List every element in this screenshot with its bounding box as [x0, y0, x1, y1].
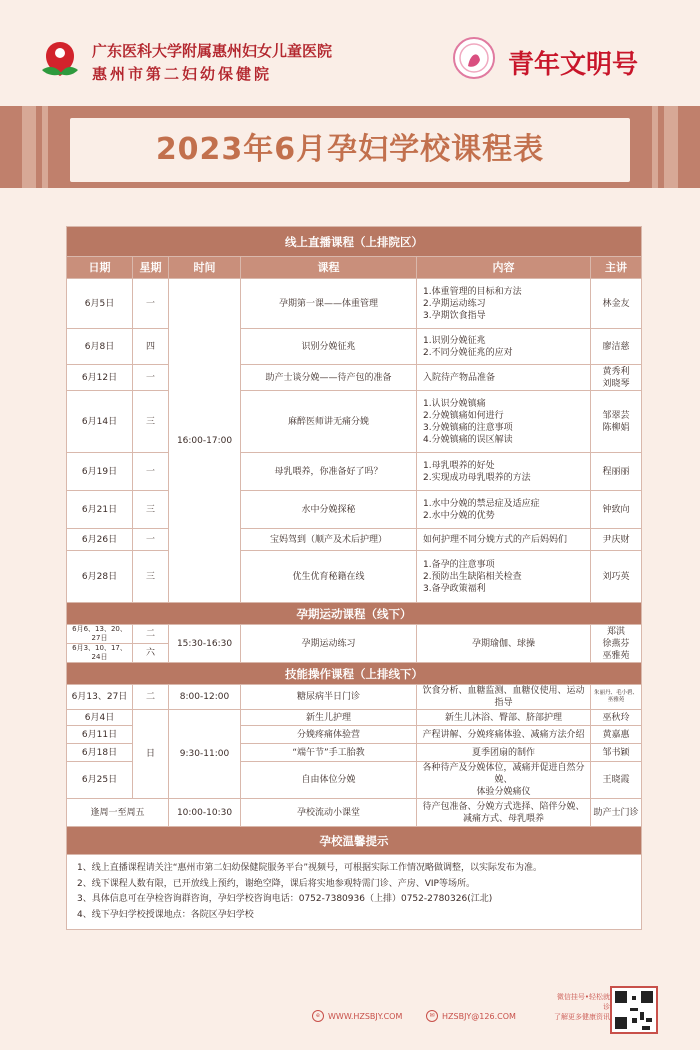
weekday-cell: 六: [133, 644, 169, 663]
course-cell: 孕期运动练习: [241, 625, 417, 663]
date-cell: 6月12日: [67, 365, 133, 391]
speaker-cell: 程丽丽: [591, 453, 642, 491]
tip-item: 1、线上直播课程请关注“惠州市第二妇幼保健院服务平台”视频号，可根据实际工作情况略做调整，以实际发布为准。: [77, 863, 543, 873]
tips-row: [67, 855, 642, 930]
column-header-weekday: 星期: [133, 257, 169, 279]
speaker-cell: 钟致向: [591, 491, 642, 529]
speaker-cell: 王晓霞: [591, 762, 642, 799]
speaker-name: 陈柳娟: [602, 422, 630, 433]
time-cell: 8:00-12:00: [169, 685, 241, 710]
column-header-speaker: 主讲: [591, 257, 642, 279]
speaker-name: 巫雅苑: [602, 650, 630, 661]
date-cell: 6月25日: [67, 762, 133, 799]
course-cell: 水中分娩探秘: [241, 491, 417, 529]
weekday-cell: 三: [133, 491, 169, 529]
date-cell: 6月21日: [67, 491, 133, 529]
content-line: 1.体重管理的目标和方法: [423, 286, 522, 297]
content-cell: [417, 453, 591, 491]
column-header-time: 时间: [169, 257, 241, 279]
course-cell: 分娩疼痛体验营: [241, 726, 417, 744]
hospital-name: 广东医科大学附属惠州妇女儿童医院: [92, 42, 333, 60]
weekday-cell: 二: [133, 685, 169, 710]
date-cell: 6月4日: [67, 710, 133, 726]
course-cell: 母乳喂养，你准备好了吗？: [241, 453, 417, 491]
speaker-cell: 林金友: [591, 279, 642, 329]
section-header-online: [67, 227, 642, 257]
speaker-name: 黄秀利: [602, 366, 630, 377]
content-line: 3.孕期饮食指导: [423, 310, 486, 321]
table-row: [67, 529, 642, 551]
weekday-cell: 一: [133, 365, 169, 391]
course-cell: 孕校流动小课堂: [241, 799, 417, 827]
course-cell: 助产士谈分娩——待产包的准备: [241, 365, 417, 391]
content-cell: 孕期瑜伽、球操: [417, 625, 591, 663]
section-title: 孕校温馨提示: [67, 827, 642, 855]
qr-code-icon[interactable]: [610, 986, 658, 1034]
wechat-note-line: 微信挂号•轻松就诊: [556, 993, 610, 1011]
content-line: 1.认识分娩镇痛: [423, 398, 486, 409]
date-cell: 6月28日: [67, 551, 133, 603]
course-cell: 宝妈驾到（顺产及术后护理）: [241, 529, 417, 551]
speaker-name: 徐燕芬: [602, 638, 630, 649]
speaker-cell: 朱丽丹、毛小碧、巫雅苑: [591, 685, 642, 710]
section-title: 线上直播课程（上排院区）: [67, 227, 642, 257]
time-cell: 9:30-11:00: [169, 710, 241, 799]
date-cell: 6月26日: [67, 529, 133, 551]
time-cell: 15:30-16:30: [169, 625, 241, 663]
wechat-note: [552, 992, 610, 1022]
hospital-logo-icon: [38, 36, 82, 80]
content-line: 1.备孕的注意事项: [423, 559, 495, 570]
content-line: 2.孕期运动练习: [423, 298, 486, 309]
content-line: 体验分娩痛仪: [476, 787, 531, 797]
speaker-cell: [591, 365, 642, 391]
content-cell: 新生儿沐浴、臀部、脐部护理: [417, 710, 591, 726]
content-line: 各种待产及分娩体位，减痛并促进自然分娩、: [422, 763, 585, 785]
weekday-cell: 三: [133, 391, 169, 453]
table-row: [67, 329, 642, 365]
youth-badge-title: 青年文明号: [508, 50, 639, 80]
content-cell: 夏季团扇的制作: [417, 744, 591, 762]
content-cell: 产程讲解、分娩疼痛体验、减痛方法介绍: [417, 726, 591, 744]
speaker-cell: [591, 391, 642, 453]
speaker-cell: 助产士门诊: [591, 799, 642, 827]
content-cell: [417, 391, 591, 453]
content-line: 1.识别分娩征兆: [423, 335, 486, 346]
content-cell: [417, 491, 591, 529]
column-header-row: [67, 257, 642, 279]
table-row: [67, 799, 642, 827]
column-header-content: 内容: [417, 257, 591, 279]
content-line: 1.母乳喂养的好处: [423, 460, 495, 471]
section-header-skills: [67, 663, 642, 685]
content-cell: [417, 329, 591, 365]
date-cell: 6月18日: [67, 744, 133, 762]
table-row: [67, 685, 642, 710]
table-row: [67, 625, 642, 644]
tip-item: 4、线下孕妇学校授课地点：各院区孕妇学校: [77, 909, 254, 920]
mail-icon: ✉: [426, 1010, 438, 1022]
table-row: [67, 710, 642, 726]
section-header-exercise: [67, 603, 642, 625]
course-cell: 麻醉医师讲无痛分娩: [241, 391, 417, 453]
course-cell: “端午节”手工胎教: [241, 744, 417, 762]
email-link[interactable]: [426, 1010, 516, 1022]
content-line: 减痛方式、母乳喂养: [462, 813, 544, 824]
column-header-course: 课程: [241, 257, 417, 279]
table-row: [67, 391, 642, 453]
speaker-cell: 尹庆财: [591, 529, 642, 551]
content-line: 2.分娩镇痛如何进行: [423, 410, 504, 421]
time-cell: 16:00-17:00: [169, 279, 241, 603]
date-cell: 6月6、13、20、27日: [67, 625, 133, 644]
table-row: [67, 279, 642, 329]
speaker-cell: 邹书颖: [591, 744, 642, 762]
website-link[interactable]: [312, 1010, 402, 1022]
speaker-cell: [591, 625, 642, 663]
section-header-tips: [67, 827, 642, 855]
speaker-cell: 刘巧英: [591, 551, 642, 603]
content-line: 3.备孕政策福利: [423, 583, 486, 594]
weekday-cell: 一: [133, 453, 169, 491]
wechat-note-line: 了解更多健康资讯: [554, 1013, 610, 1021]
content-line: 2.预防出生缺陷相关检查: [423, 571, 522, 582]
page-header: [0, 0, 700, 100]
content-cell: 如何护理不同分娩方式的产后妈妈们: [417, 529, 591, 551]
course-cell: 孕期第一课——体重管理: [241, 279, 417, 329]
content-line: 3.分娩镇痛的注意事项: [423, 422, 513, 433]
table-row: [67, 551, 642, 603]
page-title: 2023年6月孕妇学校课程表: [155, 132, 545, 167]
date-cell: 6月11日: [67, 726, 133, 744]
weekday-cell: 四: [133, 329, 169, 365]
tips-list: [67, 855, 642, 930]
website-text: WWW.HZSBJY.COM: [328, 1011, 403, 1021]
column-header-date: 日期: [67, 257, 133, 279]
speaker-name: 刘晓琴: [602, 378, 630, 389]
table-row: [67, 453, 642, 491]
course-cell: 自由体位分娩: [241, 762, 417, 799]
youth-league-badge-icon: [452, 36, 496, 80]
course-cell: 优生优育秘籍在线: [241, 551, 417, 603]
speaker-cell: 巫秋玲: [591, 710, 642, 726]
content-cell: [417, 762, 591, 799]
weekday-cell: 三: [133, 551, 169, 603]
email-text: HZSBJY@126.COM: [442, 1011, 516, 1021]
date-cell: 6月19日: [67, 453, 133, 491]
date-cell: 逢周一至周五: [67, 799, 169, 827]
speaker-cell: 黄嘉惠: [591, 726, 642, 744]
section-title: 技能操作课程（上排线下）: [67, 663, 642, 685]
speaker-name: 郑淇: [607, 626, 626, 637]
course-cell: 新生儿护理: [241, 710, 417, 726]
content-cell: [417, 799, 591, 827]
content-line: 4.分娩镇痛的误区解读: [423, 434, 513, 445]
section-title: 孕期运动课程（线下）: [67, 603, 642, 625]
weekday-cell: 一: [133, 529, 169, 551]
table-row: [67, 491, 642, 529]
content-line: 2.不同分娩征兆的应对: [423, 347, 513, 358]
content-cell: 入院待产物品准备: [417, 365, 591, 391]
weekday-cell: 二: [133, 625, 169, 644]
time-cell: 10:00-10:30: [169, 799, 241, 827]
content-line: 待产包准备、分娩方式选择、陪伴分娩、: [422, 801, 585, 812]
tip-item: 3、具体信息可在孕检咨询群咨询，孕妇学校咨询电话：0752-7380936（上排）0752-2780326(江北): [77, 894, 493, 904]
content-cell: [417, 551, 591, 603]
weekday-cell: 一: [133, 279, 169, 329]
content-cell: 饮食分析、血糖监测、血糖仪使用、运动指导: [417, 685, 591, 710]
speaker-cell: 廖洁慈: [591, 329, 642, 365]
date-cell: 6月14日: [67, 391, 133, 453]
content-line: 1.水中分娩的禁忌症及适应症: [423, 498, 540, 509]
speaker-name: 邹翠芸: [602, 410, 630, 421]
tip-item: 2、线下课程人数有限，已开放线上预约，谢绝空降，课后将实地参观特需门诊、产房、VIP等场所。: [77, 878, 475, 889]
date-cell: 6月8日: [67, 329, 133, 365]
weekday-cell: 日: [133, 710, 169, 799]
globe-icon: e: [312, 1010, 324, 1022]
table-row: [67, 365, 642, 391]
schedule-table: [66, 226, 642, 930]
hospital-alt-name: 惠州市第二妇幼保健院: [92, 65, 273, 83]
date-cell: 6月5日: [67, 279, 133, 329]
content-cell: [417, 279, 591, 329]
course-cell: 糖尿病半日门诊: [241, 685, 417, 710]
content-line: 2.水中分娩的优势: [423, 510, 495, 521]
date-cell: 6月13、27日: [67, 685, 133, 710]
course-cell: 识别分娩征兆: [241, 329, 417, 365]
content-line: 2.实现成功母乳喂养的方法: [423, 472, 531, 483]
date-cell: 6月3、10、17、24日: [67, 644, 133, 663]
